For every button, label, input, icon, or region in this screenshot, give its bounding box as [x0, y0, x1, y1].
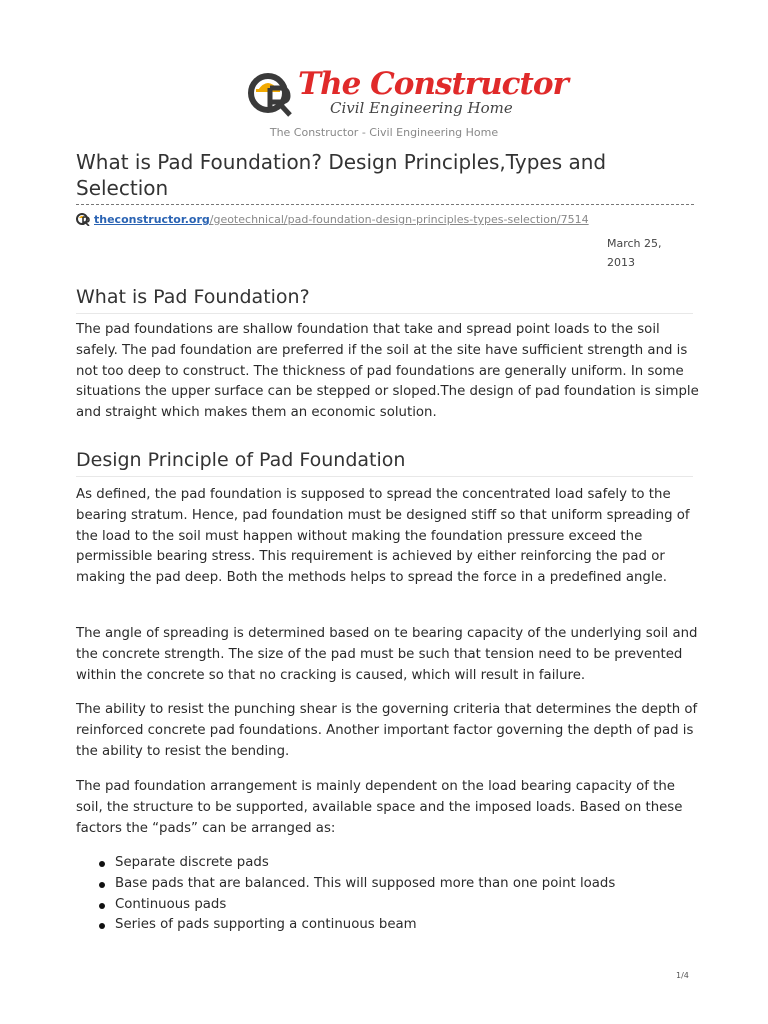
site-favicon-icon [76, 212, 90, 226]
section-divider [76, 313, 693, 314]
site-caption: The Constructor - Civil Engineering Home [269, 126, 499, 139]
paragraph: As defined, the pad foundation is supposed to spread the concentrated load safely to the bearing stratum. Hence, pad foundation must be designed stiff so that uniform spreading of the load to the soil must happen without making the foundation pressure exceed the permissible bearing stress. This requirement is achieved by either reinforcing the pad or making the pad deep. Both the methods helps to spread the force in a predefined angle. [76, 487, 690, 586]
logo-title: The Constructor [298, 66, 568, 102]
source-domain[interactable]: theconstructor.org [94, 213, 210, 226]
title-divider [76, 204, 694, 205]
site-logo[interactable] [248, 64, 568, 122]
source-link[interactable] [76, 212, 589, 228]
pad-arrangement-list [96, 853, 696, 936]
paragraph: The pad foundation arrangement is mainly dependent on the load bearing capacity of the soil, the structure to be supported, available space and the imposed loads. Based on these factors the “pads” can be arranged as: [76, 779, 683, 836]
publish-date: March 25, 2013 [607, 237, 662, 269]
paragraph: The pad foundations are shallow foundation that take and spread point loads to the soil safely. The pad foundation are preferred if the soil at the site have sufficient strength and is not too deep to construct. The thickness of pad foundations are generally uniform. In some situations the upper surface can be stepped or sloped.The design of pad foundation is simple and straight which makes them an economic solution. [76, 322, 699, 421]
logo-subtitle: Civil Engineering Home [330, 99, 513, 117]
constructor-logo-icon [248, 68, 296, 118]
paragraph: The ability to resist the punching shear is the governing criteria that determines the depth of reinforced concrete pad foundations. Another important factor governing the depth of pad is the ability to resist the bending. [76, 702, 698, 759]
section-heading: Design Principle of Pad Foundation [76, 449, 406, 471]
page-number: 1/4 [676, 971, 689, 980]
list-item: Continuous pads [96, 895, 696, 916]
list-item: Series of pads supporting a continuous beam [96, 915, 696, 936]
section-divider [76, 476, 693, 477]
page-title: What is Pad Foundation? Design Principles,Types and Selection [76, 150, 607, 200]
list-item: Separate discrete pads [96, 853, 696, 874]
paragraph: The angle of spreading is determined based on te bearing capacity of the underlying soil and the concrete strength. The size of the pad must be such that tension need to be prevented within the concrete so that no cracking is caused, which will result in failure. [76, 626, 698, 683]
list-item: Base pads that are balanced. This will supposed more than one point loads [96, 874, 696, 895]
source-path[interactable]: /geotechnical/pad-foundation-design-principles-types-selection/7514 [209, 213, 589, 226]
section-heading: What is Pad Foundation? [76, 286, 310, 308]
